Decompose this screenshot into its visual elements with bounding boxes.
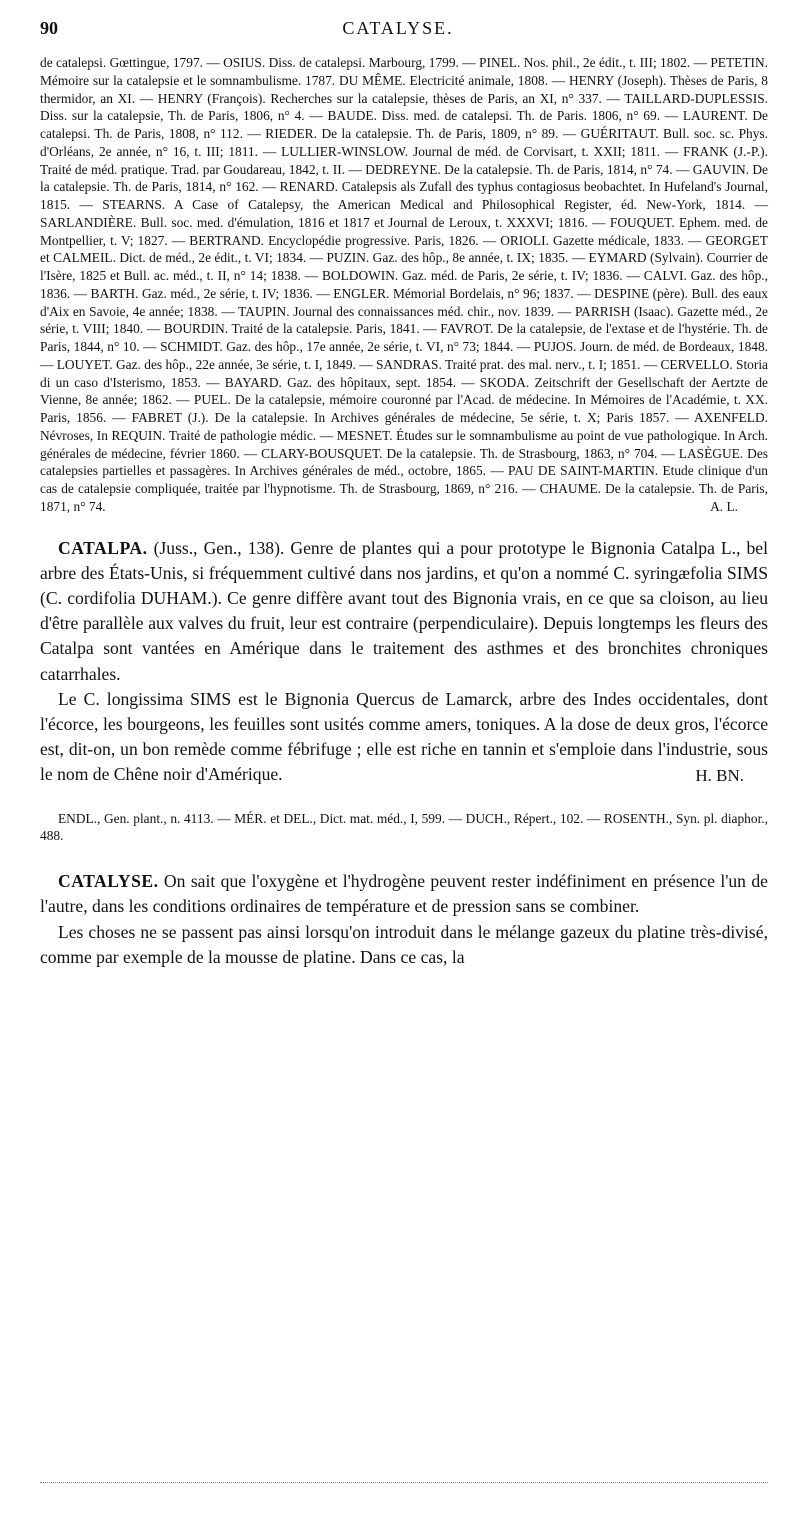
catalpa-references: ENDL., Gen. plant., n. 4113. — MÉR. et DEL., Dict. mat. méd., I, 599. — DUCH., Répert., 102. — ROSENTH., Syn. pl. diaphor., 488.: [40, 810, 768, 844]
catalpa-paragraph-2: Le C. longissima SIMS est le Bignonia Quercus de Lamarck, arbre des Indes occidentales, dont l'écorce, les bourgeons, les feuilles sont usités comme amers, toniques. A la dose de deux gros, l'écorce est, dit-on, un bon remède comme fébrifuge ; elle est riche en tannin et s'emploie dans l'industrie, sous le nom de Chêne noir d'Amérique.: [40, 688, 768, 785]
catalpa-text-1: (Juss., Gen., 138). Genre de plantes qui a pour prototype le Bignonia Catalpa L., bel arbre des États-Unis, si fréquemment cultivé dans nos jardins, et qu'on a nommé C. syringæfolia SIMS (C. cordifolia DUHAM.). Ce genre diffère avant tout des Bignonia vrais, en ce que sa cloison, au lieu d'être parallèle aux valves du fruit, leur est contraire (perpendiculaire). Depuis longtemps les fleurs des Catalpa sont vantées en Amérique dans le traitement des asthmes et des bronchites chroniques catarrhales.: [40, 537, 768, 684]
page-header: [40, 18, 768, 48]
entry-catalpa: [40, 536, 768, 846]
entry-catalyse: [40, 869, 768, 970]
catalpa-headword: CATALPA.: [58, 537, 148, 558]
catalyse-paragraph-2: Les choses ne se passent pas ainsi lorsqu'on introduit dans le mélange gazeux du platine très-divisé, comme par exemple de la mousse de platine. Dans ce cas, la: [40, 921, 768, 967]
dictionary-page: [40, 18, 768, 970]
catalyse-paragraph-1: [40, 869, 768, 919]
catalyse-headword: CATALYSE.: [58, 871, 159, 892]
bibliography-block: de catalepsi. Gœttingue, 1797. — OSIUS. Diss. de catalepsi. Marbourg, 1799. — PINEL. Nos. phil., 2e édit., t. III; 1802. — PETETIN. Mémoire sur la catalepsie et le somnambulisme. 1787. DU MÊME. Electricité animale, 1808. — HENRY (Joseph). Thèses de Paris, 8 thermidor, an XI. — HENRY (François). Recherches sur la catalepsie, thèses de Paris, an XI, n° 337. — TAILLARD-DUPLESSIS. Diss. sur la catalepsie, Th. de Paris, 1806, n° 4. — BAUDE. Diss. med. de catalepsi. Th. de Paris. 1806, n° 69. — LAURENT. De catalepsi. Th. de Paris, 1808, n° 112. — RIEDER. De la catalepsie. Th. de Paris, 1809, n° 89. — GUÉRITAUT. Bull. soc. sc. Phys. d'Orléans, 2e année, n° 16, t. III; 1811. — LULLIER-WINSLOW. Journal de méd. de Corvisart, t. XXII; 1811. — FRANK (J.-P.). Traité de méd. pratique. Trad. par Goudareau, 1842, t. II. — DEDREYNE. De la catalepsie. Th. de Paris, 1814, n° 74. — GAUVIN. De la catalepsie. Th. de Paris, 1814, n° 162. — RENARD. Catalepsis als Zufall des typhus contagiosus beobachtet. In Hufeland's Journal, 1815. — STEARNS. A Case of Catalepsy, the American Medical and Philosophical Register, éd. New-York, 1814. — SARLANDIÈRE. Bull. soc. med. d'émulation, 1816 et 1817 et Journal de Leroux, t. XXXVI; 1816. — FOUQUET. Ephem. med. de Montpellier, t. V; 1827. — BERTRAND. Encyclopédie progressive. Paris, 1826. — ORIOLI. Gazette médicale, 1833. — GEORGET et CALMEIL. Dict. de méd., 2e édit., t. VI; 1834. — PUZIN. Gaz. des hôp., 8e année, t. IX; 1835. — EYMARD (Sylvain). Courrier de l'Isère, 1825 et Bull. ac. méd., t. II, n° 14; 1838. — BOLDOWIN. Gaz. méd. de Paris, 2e série, t. IV; 1836. — CALVI. Gaz. des hôp., 1836. — BARTH. Gaz. méd., 2e série, t. IV; 1836. — ENGLER. Mémorial Bordelais, n° 96; 1837. — DESPINE (père). Bull. des eaux d'Aix en Savoie, 4e année; 1838. — TAUPIN. Journal des connaissances méd. chir., nov. 1839. — PARRISH (Isaac). Gazette méd., 2e série, t. VIII; 1840. — BOURDIN. Traité de la catalepsie. Paris, 1841. — FAVROT. De la catalepsie, de l'extase et de l'hystérie. Th. de Paris, 1844, n° 10. — SCHMIDT. Gaz. des hôp., 17e année, 2e série, t. VI, n° 73; 1844. — PUJOS. Journ. de méd. de Bordeaux, 1848. — LOUYET. Gaz. des hôp., 22e année, 3e série, t. I, 1849. — SANDRAS. Traité prat. des mal. nerv., t. I; 1851. — CERVELLO. Storia di un caso d'Isterismo, 1853. — BAYARD. Gaz. des hôpitaux, sept. 1854. — SKODA. Zeitschrift der Gesellschaft der Aertzte de Vienne, 8e année; 1862. — PUEL. De la catalepsie, mémoire couronné par l'Acad. de médecine. In Mémoires de l'Académie, t. XX. Paris, 1856. — FABRET (J.). De la catalepsie. In Archives générales de médecine, 5e série, t. X; Paris 1857. — AXENFELD. Névroses, In REQUIN. Traité de pathologie médic. — MESNET. Études sur le somnambulisme au point de vue pathologique. In Arch. générales de médecine, février 1860. — CLARY-BOUSQUET. De la catalepsie. Th. de Strasbourg, 1863, n° 704. — LASÈGUE. Des catalepsies partielles et passagères. In Archives générales de méd., octobre, 1865. — PAU DE SAINT-MARTIN. Etude clinique d'un cas de catalepsie compliquée, traitée par l'hypnotisme. Th. de Strasbourg, 1869, n° 216. — CHAUME. De la catalepsie. Th. de Paris, 1871, n° 74.: [40, 55, 768, 514]
catalpa-paragraph-1: [40, 536, 768, 687]
catalpa-signature: H. BN.: [695, 765, 744, 785]
footer-rule: [40, 1482, 768, 1483]
catalyse-text-1: On sait que l'oxygène et l'hydrogène peuvent rester indéfiniment en présence l'un de l'autre, dans les conditions ordinaires de température et de pression sans se combiner.: [40, 871, 768, 917]
running-title: CATALYSE.: [342, 18, 454, 38]
page-number: 90: [40, 18, 58, 38]
bibliography-signature: A. L.: [710, 498, 738, 514]
